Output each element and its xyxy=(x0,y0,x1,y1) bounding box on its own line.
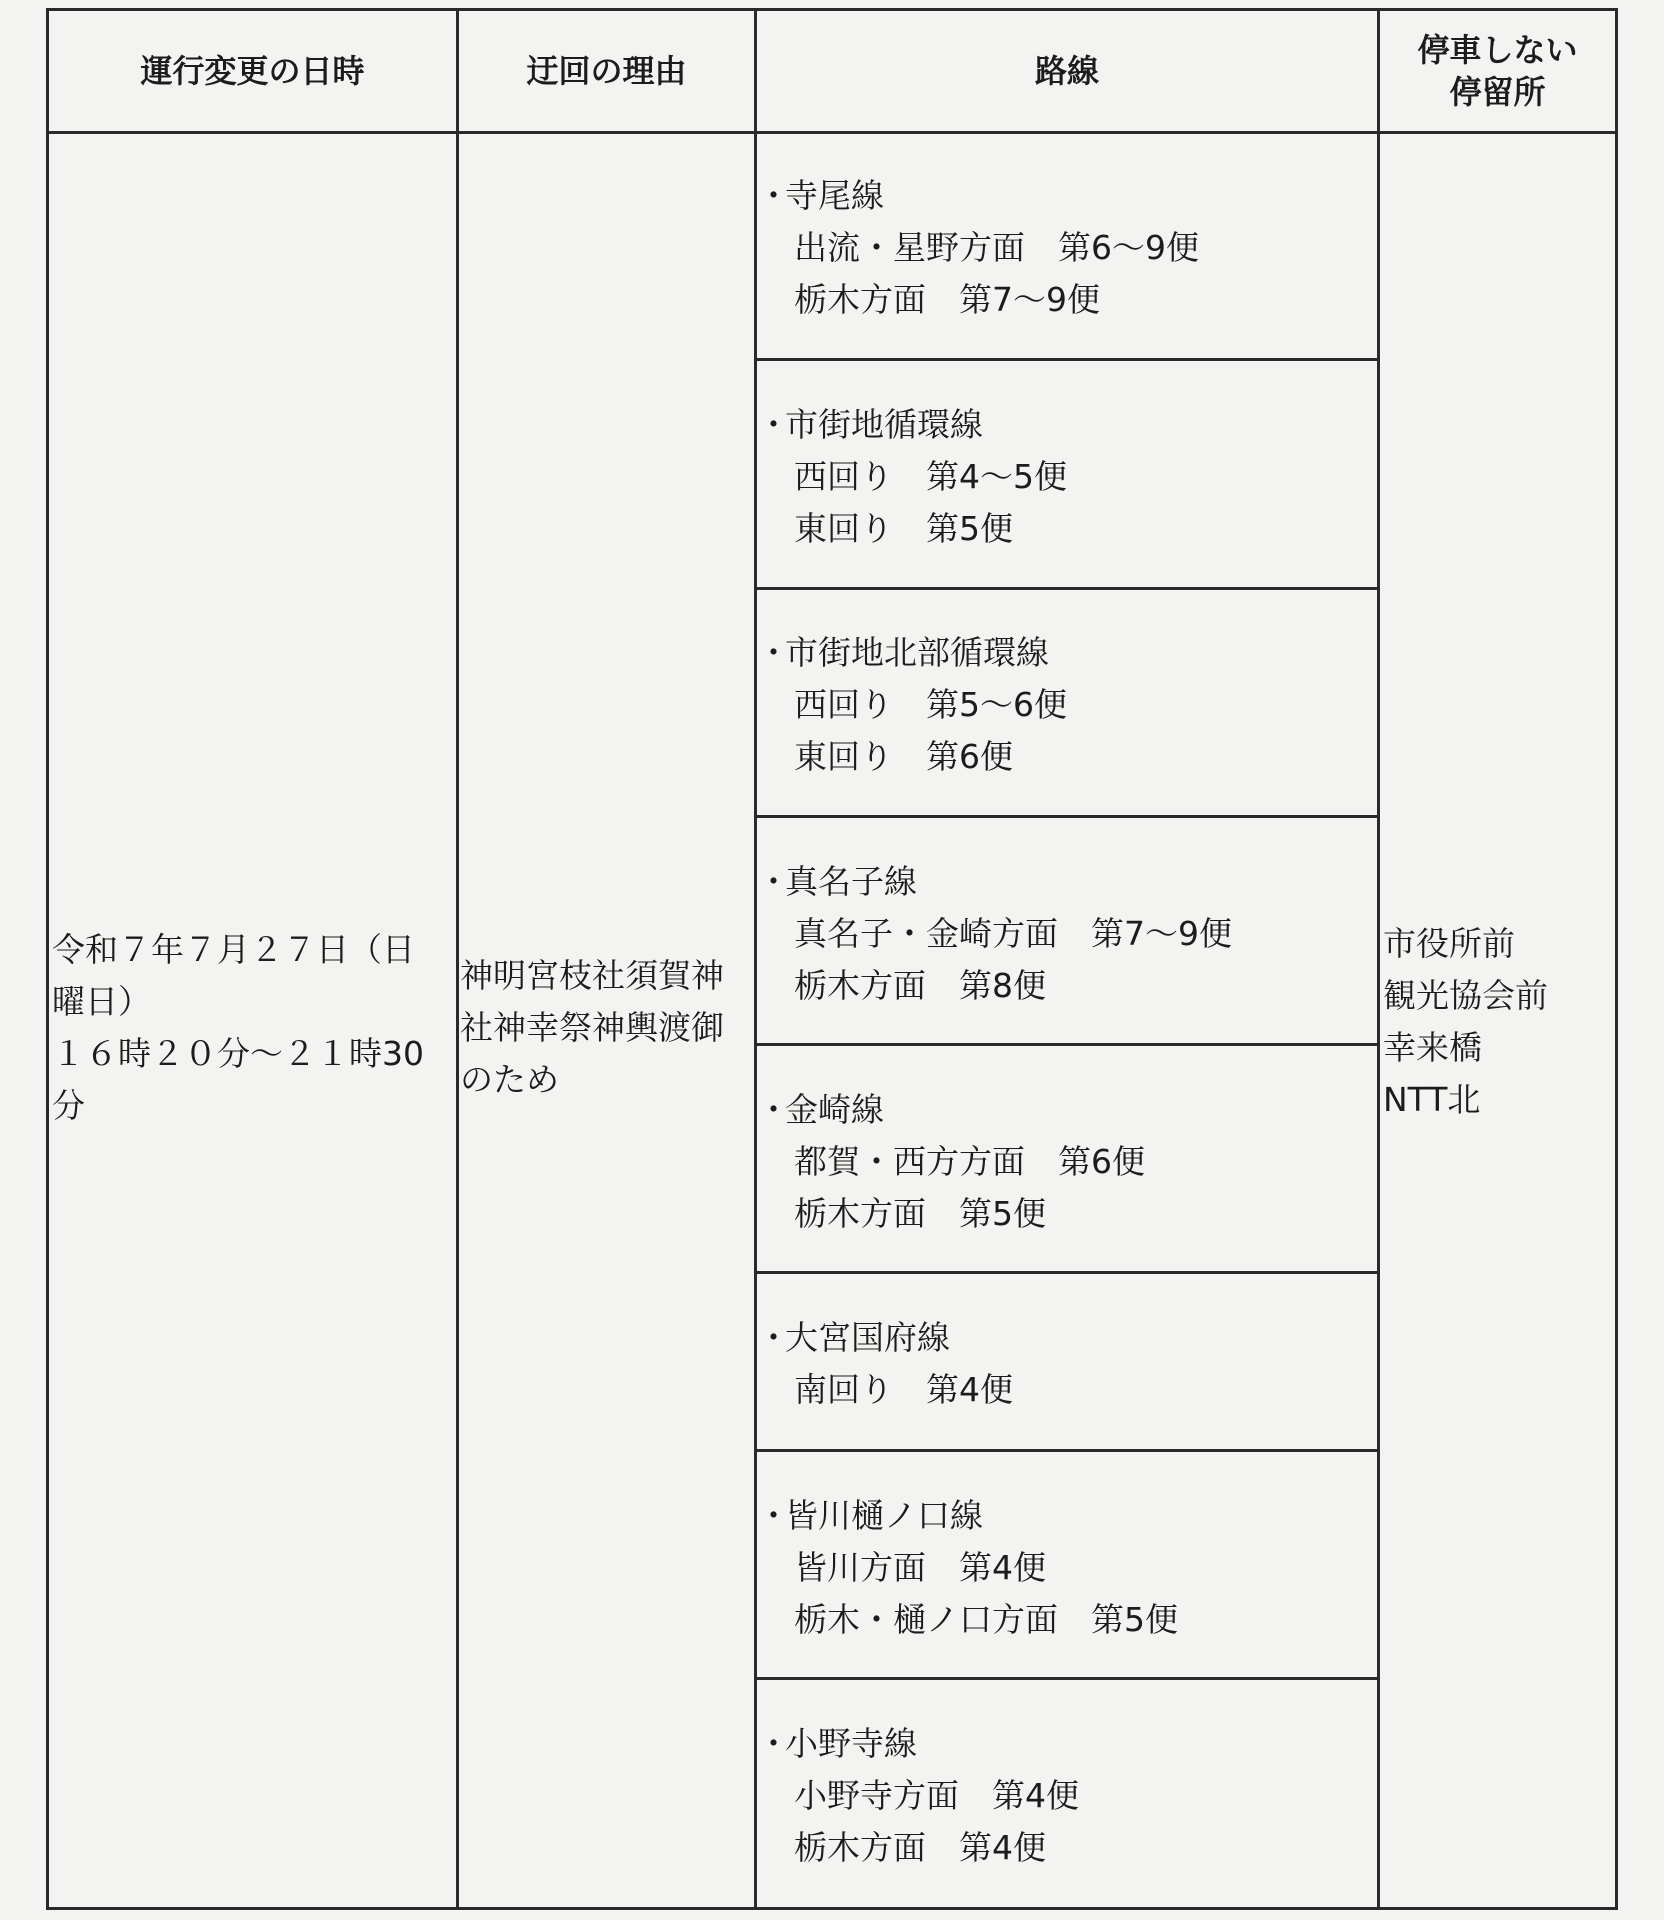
row-divider xyxy=(754,358,1380,361)
route-item: ・ 真名子線 真名子・金崎方面 第7～9便 栃木方面 第8便 xyxy=(757,856,1377,1012)
route-item: ・ 市街地北部循環線 西回り 第5～6便 東回り 第6便 xyxy=(757,627,1377,783)
stop-name: 観光協会前 xyxy=(1383,976,1548,1015)
stop-name: 市役所前 xyxy=(1383,924,1515,963)
route-name: 大宮国府線 xyxy=(785,1318,950,1357)
route-item: ・ 市街地循環線 西回り 第4～5便 東回り 第5便 xyxy=(757,399,1377,555)
row-divider xyxy=(754,1043,1380,1046)
stop-name: NTT北 xyxy=(1383,1080,1481,1119)
route-name: 皆川樋ノ口線 xyxy=(785,1496,983,1535)
route-item: ・ 寺尾線 出流・星野方面 第6～9便 栃木方面 第7～9便 xyxy=(757,170,1377,326)
datetime-cell: 令和７年７月２７日（日 曜日） １６時２０分～２１時30 分 xyxy=(52,930,424,1125)
header-datetime: 運行変更の日時 xyxy=(140,51,365,90)
header-routes: 路線 xyxy=(1034,51,1099,90)
route-item: ・ 金崎線 都賀・西方方面 第6便 栃木方面 第5便 xyxy=(757,1084,1377,1240)
route-name: 市街地北部循環線 xyxy=(785,633,1049,672)
row-divider xyxy=(754,1271,1380,1274)
header-reason: 迂回の理由 xyxy=(526,51,687,90)
route-item: ・ 皆川樋ノ口線 皆川方面 第4便 栃木・樋ノ口方面 第5便 xyxy=(757,1490,1377,1646)
route-name: 真名子線 xyxy=(785,862,917,901)
column-divider xyxy=(456,8,459,1910)
route-name: 寺尾線 xyxy=(785,176,884,215)
route-name: 小野寺線 xyxy=(785,1724,917,1763)
row-divider xyxy=(754,815,1380,818)
row-divider xyxy=(754,587,1380,590)
row-divider xyxy=(754,1449,1380,1452)
route-name: 市街地循環線 xyxy=(785,405,983,444)
header-stops: 停車しない 停留所 xyxy=(1417,30,1578,111)
stops-cell xyxy=(1383,918,1615,1126)
stop-name: 幸来橋 xyxy=(1383,1028,1482,1067)
route-item: ・ 小野寺線 小野寺方面 第4便 栃木方面 第4便 xyxy=(757,1718,1377,1874)
route-name: 金崎線 xyxy=(785,1090,884,1129)
row-divider xyxy=(754,1677,1380,1680)
reason-cell: 神明宮枝社須賀神 社神幸祭神輿渡御 のため xyxy=(460,956,724,1099)
column-divider xyxy=(1377,8,1380,1910)
route-item: ・ 大宮国府線 南回り 第4便 xyxy=(757,1312,1377,1416)
